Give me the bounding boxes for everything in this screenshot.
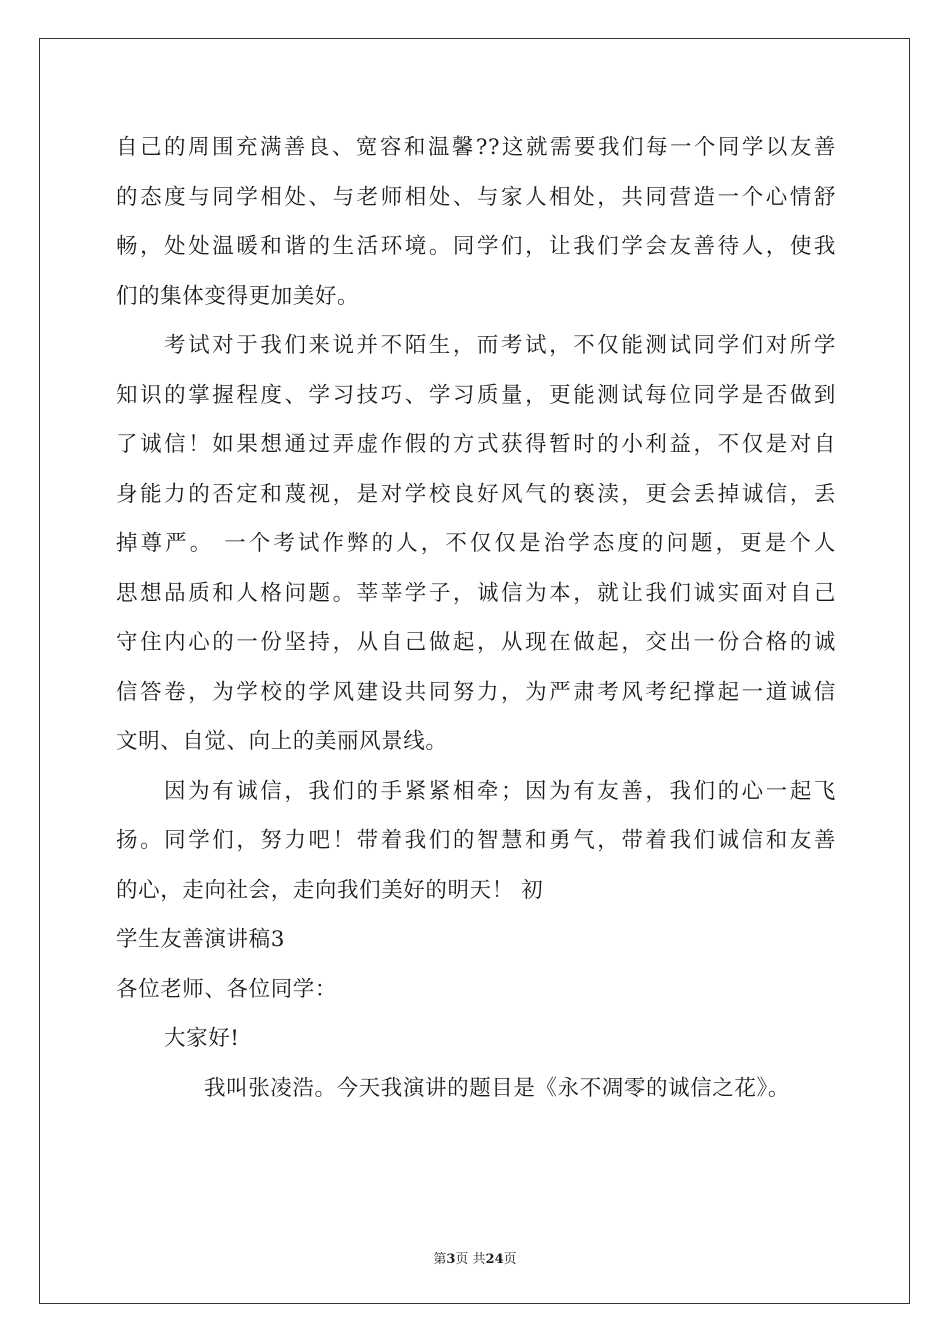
salutation: 各位老师、各位同学： <box>116 976 338 1002</box>
page-footer <box>0 1248 950 1267</box>
paragraph-2-line-7: 守住内心的一份坚持，从自己做起，从现在做起，交出一份合格的诚 <box>116 630 836 655</box>
paragraph-2-line-3: 了诚信！如果想通过弄虚作假的方式获得暂时的小利益，不仅是对自 <box>116 432 836 457</box>
paragraph-2-line-6: 思想品质和人格问题。莘莘学子，诚信为本，就让我们诚实面对自己 <box>116 580 836 606</box>
footer-page-prefix: 第 <box>433 1252 447 1267</box>
paragraph-2-line-8: 信答卷，为学校的学风建设共同努力，为严肃考风考纪撑起一道诚信 <box>116 679 836 705</box>
section-title: 学生友善演讲稿3 <box>116 927 285 952</box>
footer-page-total: 24 <box>485 1252 504 1267</box>
paragraph-2-line-2: 知识的掌握程度、学习技巧、学习质量，更能测试每位同学是否做到 <box>116 382 836 408</box>
paragraph-2-line-5: 掉尊严。 一个考试作弊的人，不仅仅是治学态度的问题，更是个人 <box>116 531 836 556</box>
paragraph-1-line-1: 自己的周围充满善良、宽容和温馨??这就需要我们每一个同学以友善 <box>116 135 836 160</box>
paragraph-3-line-3: 的心，走向社会，走向我们美好的明天！ 初 <box>116 877 544 903</box>
paragraph-3-line-2: 扬。同学们，努力吧！带着我们的智慧和勇气，带着我们诚信和友善 <box>116 828 836 853</box>
footer-page-mid: 页 共 <box>455 1252 486 1267</box>
paragraph-2-line-4: 身能力的否定和蔑视，是对学校良好风气的亵渎，更会丢掉诚信，丢 <box>116 481 836 507</box>
paragraph-1-line-4: 们的集体变得更加美好。 <box>116 283 360 309</box>
footer-page-current: 3 <box>446 1252 456 1267</box>
paragraph-1-line-3: 畅，处处温暖和谐的生活环境。同学们，让我们学会友善待人，使我 <box>116 234 836 259</box>
paragraph-2-line-9: 文明、自觉、向上的美丽风景线。 <box>116 729 448 754</box>
paragraph-1-line-2: 的态度与同学相处、与老师相处、与家人相处，共同营造一个心情舒 <box>116 184 836 210</box>
footer-page-suffix: 页 <box>503 1252 517 1267</box>
intro-line: 我叫张凌浩。今天我演讲的题目是《永不凋零的诚信之花》。 <box>204 1075 790 1101</box>
paragraph-3-line-1: 因为有诚信，我们的手紧紧相牵；因为有友善，我们的心一起飞 <box>164 778 836 804</box>
document-body <box>116 128 836 1118</box>
greeting: 大家好! <box>164 1026 240 1051</box>
paragraph-2-line-1: 考试对于我们来说并不陌生，而考试，不仅能测试同学们对所学 <box>164 333 836 358</box>
